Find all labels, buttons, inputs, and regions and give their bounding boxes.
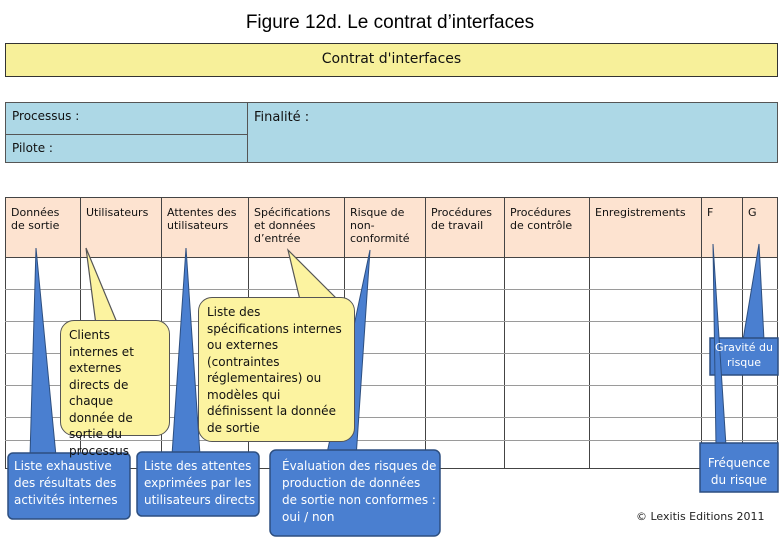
liste-exhaustive-callout-text: Liste exhaustive des résultats des activités internes xyxy=(14,459,118,507)
processus-label: Processus : xyxy=(12,109,80,123)
evaluation-callout-text: Évaluation des risques de production de données de sortie non conformes : oui / non xyxy=(282,459,437,524)
liste-attentes-callout-pointer xyxy=(172,248,200,455)
header-utilisateurs: Utilisateurs xyxy=(80,197,162,258)
header-donnees-de-sortie: Données de sortie xyxy=(5,197,81,258)
header-f: F xyxy=(701,197,743,258)
finalite-label: Finalité : xyxy=(254,110,310,125)
copyright-notice: © Lexitis Editions 2011 xyxy=(636,510,765,523)
header-enregistrements: Enregistrements xyxy=(589,197,702,258)
gravite-callout-text: Gravité du risque xyxy=(715,341,773,369)
specifications-callout-text: Liste des spécifications internes ou externes (contraintes réglementaires) ou modèles qui définissent la donnée de sortie xyxy=(207,305,342,435)
clients-callout xyxy=(60,320,170,458)
header-procedures-controle: Procédures de contrôle xyxy=(504,197,590,258)
header-procedures-travail: Procédures de travail xyxy=(425,197,505,258)
frequence-callout-text: Fréquence du risque xyxy=(707,456,771,487)
contract-banner: Contrat d'interfaces xyxy=(5,43,778,77)
pilote-label: Pilote : xyxy=(12,141,53,155)
header-specifications: Spécifications et données d’entrée xyxy=(248,197,345,258)
clients-callout-pointer xyxy=(86,248,118,325)
header-risque: Risque de non-conformité xyxy=(344,197,426,258)
figure-title: Figure 12d. Le contrat d’interfaces xyxy=(245,12,535,33)
header-attentes: Attentes des utilisateurs xyxy=(161,197,249,258)
liste-attentes-callout-text: Liste des attentes exprimées par les utilisateurs directs xyxy=(144,459,256,507)
specifications-callout-pointer xyxy=(288,250,338,300)
specifications-callout xyxy=(198,297,355,442)
liste-exhaustive-callout-pointer xyxy=(30,248,56,456)
gravite-callout-pointer xyxy=(743,244,764,340)
header-g: G xyxy=(742,197,778,258)
clients-callout-text: Clients internes et externes directs de chaque donnée de sortie du processus xyxy=(69,328,134,458)
